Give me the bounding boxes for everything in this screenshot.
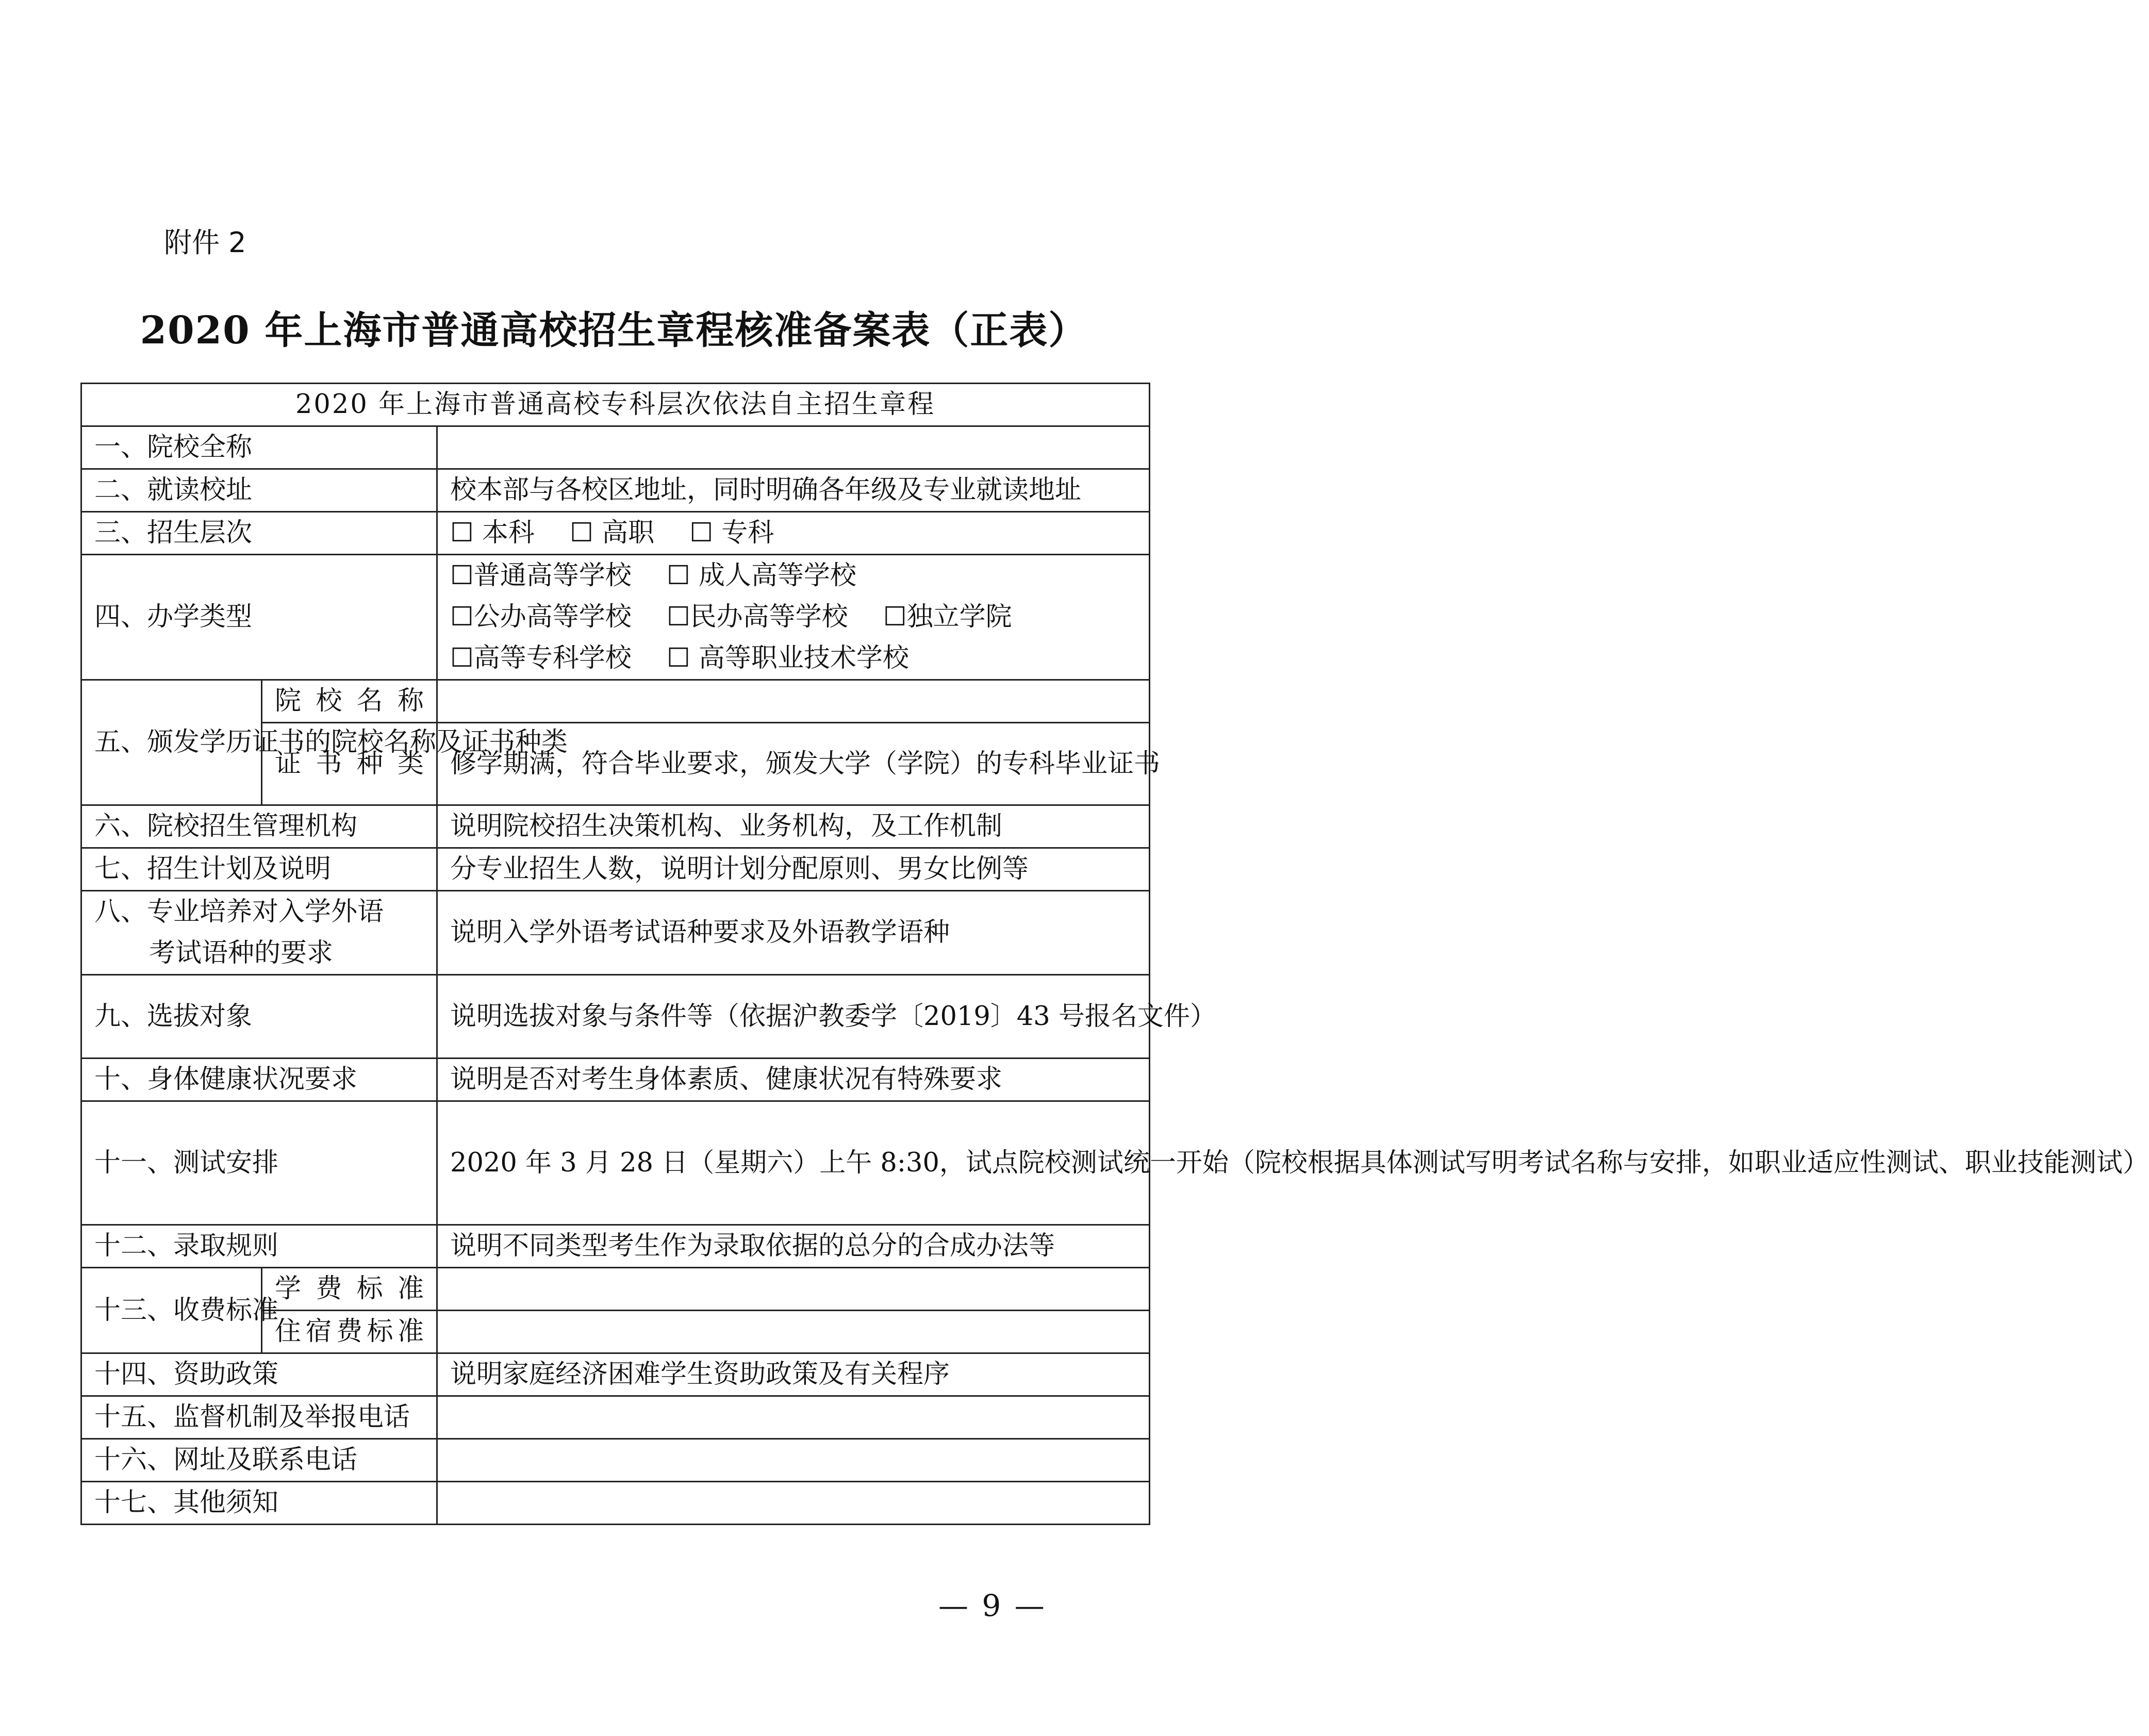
checkbox-option-adult-hei[interactable]: ☐ 成人高等学校	[666, 560, 856, 591]
filing-form-table	[80, 383, 2149, 1525]
row-label-admissions-office: 六、院校招生管理机构	[81, 805, 437, 848]
sub-label-certificate-type: 证书种类	[262, 723, 437, 805]
row-value-website-contact[interactable]	[437, 1439, 1150, 1482]
row-label-financial-aid: 十四、资助政策	[81, 1353, 437, 1396]
row-value-foreign-language: 说明入学外语考试语种要求及外语教学语种	[437, 891, 1150, 975]
row-label-selection-target: 九、选拔对象	[81, 975, 437, 1059]
checkbox-option-regular-hei[interactable]: ☐普通高等学校	[450, 560, 632, 591]
row-value-financial-aid: 说明家庭经济困难学生资助政策及有关程序	[437, 1353, 1150, 1396]
row-label-enrollment-plan: 七、招生计划及说明	[81, 848, 437, 891]
sub-value-tuition[interactable]	[437, 1268, 1150, 1311]
row-label-other-notes: 十七、其他须知	[81, 1482, 437, 1525]
row-label-foreign-language-line1: 八、专业培养对入学外语	[94, 897, 384, 927]
checkbox-option-undergraduate[interactable]: ☐ 本科	[450, 518, 535, 548]
checkbox-option-vocational-technical-school[interactable]: ☐ 高等职业技术学校	[666, 643, 909, 673]
row-label-test-arrangement: 十一、测试安排	[81, 1101, 437, 1225]
row-label-fees: 十三、收费标准	[81, 1268, 262, 1353]
checkbox-option-higher-vocational[interactable]: ☐ 高职	[570, 518, 655, 548]
row-value-campus-address: 校本部与各校区地址，同时明确各年级及专业就读地址	[437, 469, 1150, 512]
row-label-school-name: 一、院校全称	[81, 426, 437, 469]
row-label-certificate: 五、颁发学历证书的院校名称及证书种类	[81, 680, 262, 805]
row-label-foreign-language-line2: 考试语种的要求	[149, 938, 334, 968]
row-value-enrollment-plan: 分专业招生人数，说明计划分配原则、男女比例等	[437, 848, 1150, 891]
row-label-admission-rules: 十二、录取规则	[81, 1225, 437, 1268]
checkbox-option-private-hei[interactable]: ☐民办高等学校	[666, 602, 848, 632]
checkbox-option-specialized-college[interactable]: ☐高等专科学校	[450, 643, 632, 673]
row-value-school-type	[437, 555, 1150, 680]
sub-label-accommodation-fee: 住宿费标准	[262, 1311, 437, 1353]
row-value-admissions-office: 说明院校招生决策机构、业务机构，及工作机制	[437, 805, 1150, 848]
page-number: — 9 —	[938, 1588, 1047, 1623]
row-value-test-arrangement: 2020 年 3 月 28 日（星期六）上午 8:30，试点院校测试统一开始（院校根据具体测试写明考试名称与安排，如职业适应性测试、职业技能测试）	[437, 1101, 1150, 1225]
table-header: 2020 年上海市普通高校专科层次依法自主招生章程	[81, 384, 1150, 426]
document-title: 2020 年上海市普通高校招生章程核准备案表（正表）	[140, 308, 1088, 353]
row-value-school-name[interactable]	[437, 426, 1150, 469]
checkbox-option-public-hei[interactable]: ☐公办高等学校	[450, 602, 632, 632]
row-label-enrollment-level: 三、招生层次	[81, 512, 437, 555]
row-value-health-requirement: 说明是否对考生身体素质、健康状况有特殊要求	[437, 1059, 1150, 1101]
sub-label-issuing-school: 院校名称	[262, 680, 437, 723]
checkbox-option-independent-college[interactable]: ☐独立学院	[883, 602, 1012, 632]
row-value-enrollment-level	[437, 512, 1150, 555]
row-value-supervision[interactable]	[437, 1396, 1150, 1439]
row-label-supervision: 十五、监督机制及举报电话	[81, 1396, 437, 1439]
row-value-selection-target: 说明选拔对象与条件等（依据沪教委学〔2019〕43 号报名文件）	[437, 975, 1150, 1059]
row-label-website-contact: 十六、网址及联系电话	[81, 1439, 437, 1482]
sub-value-certificate-type: 修学期满，符合毕业要求，颁发大学（学院）的专科毕业证书	[437, 723, 1150, 805]
sub-value-accommodation-fee[interactable]	[437, 1311, 1150, 1353]
row-label-school-type: 四、办学类型	[81, 555, 437, 680]
attachment-label: 附件 2	[164, 226, 246, 259]
row-label-foreign-language	[81, 891, 437, 975]
checkbox-option-junior-college[interactable]: ☐ 专科	[689, 518, 774, 548]
sub-label-tuition: 学费标准	[262, 1268, 437, 1311]
row-label-health-requirement: 十、身体健康状况要求	[81, 1059, 437, 1101]
row-value-admission-rules: 说明不同类型考生作为录取依据的总分的合成办法等	[437, 1225, 1150, 1268]
sub-value-issuing-school[interactable]	[437, 680, 1150, 723]
row-value-other-notes[interactable]	[437, 1482, 1150, 1525]
row-label-campus-address: 二、就读校址	[81, 469, 437, 512]
